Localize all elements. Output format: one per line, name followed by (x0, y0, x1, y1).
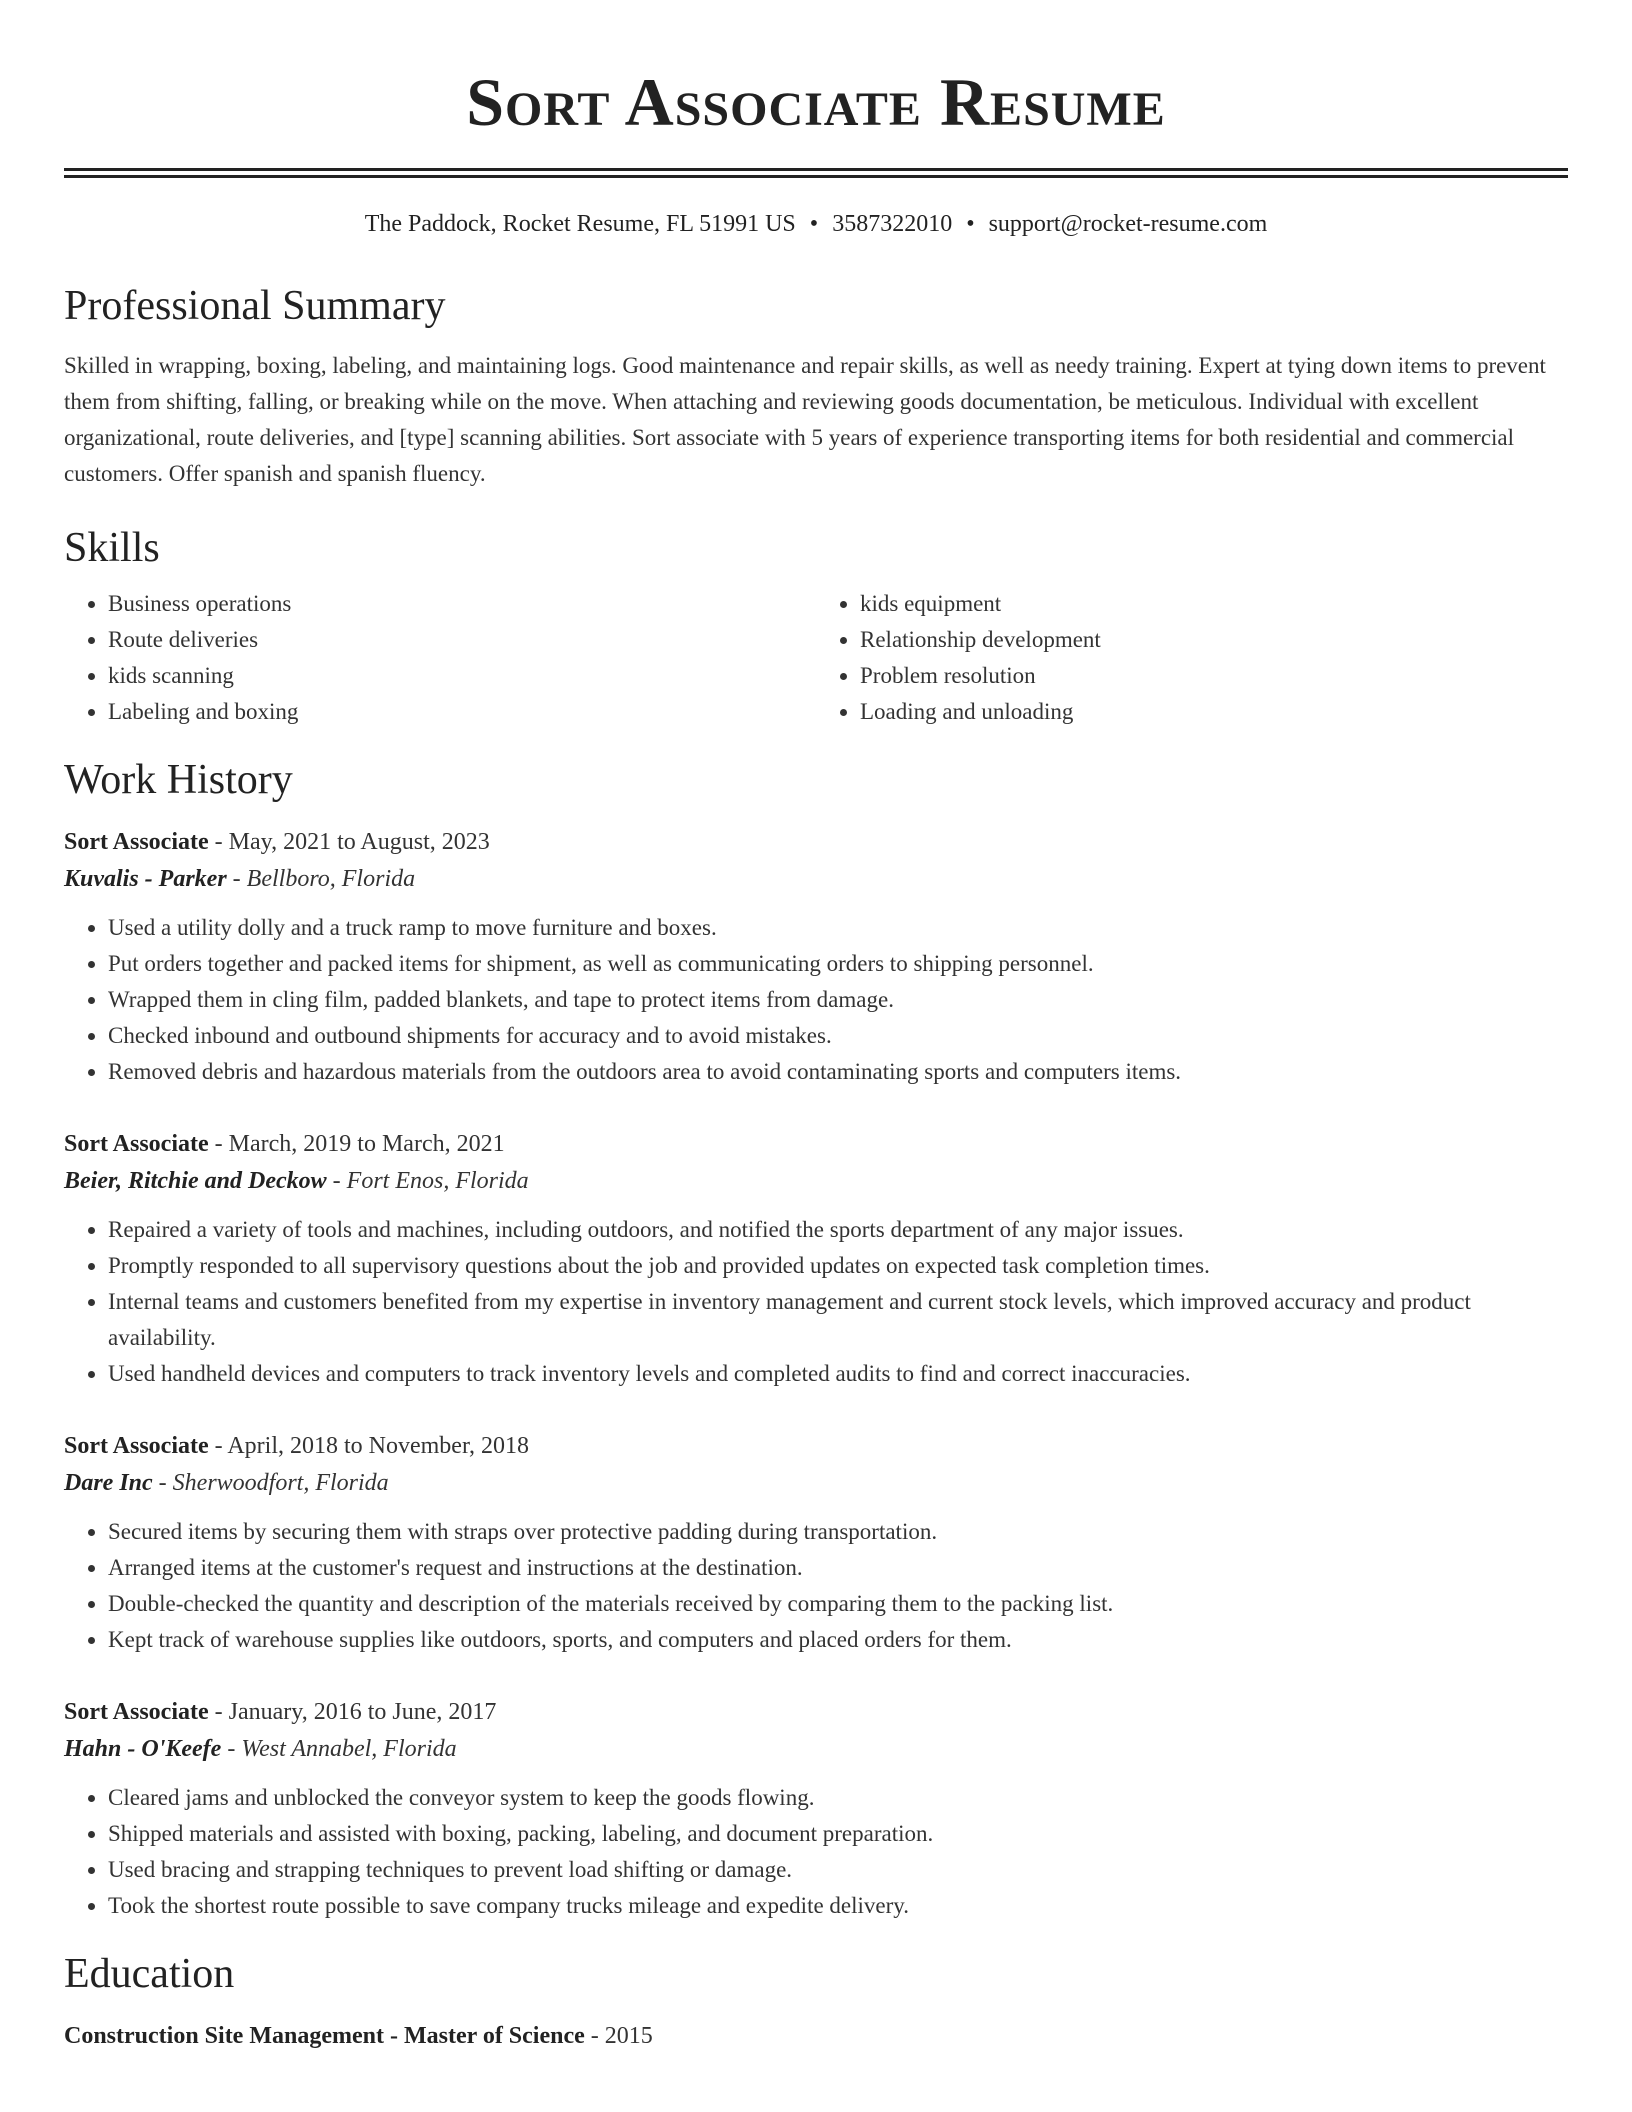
skill-item: • kids equipment (860, 586, 1568, 622)
dash: - (584, 2023, 605, 2049)
job-entry (64, 1126, 1568, 1392)
job-bullets (64, 1514, 1568, 1658)
skill-item: • Route deliveries (108, 622, 816, 658)
job-bullet: • Used handheld devices and computers to track inventory levels and completed audits to find and correct inaccuracies. (108, 1356, 1568, 1392)
job-entry (64, 824, 1568, 1090)
skill-item: • kids scanning (108, 658, 816, 694)
company-line (64, 860, 1568, 898)
job-role: Sort Associate (64, 1699, 209, 1725)
job-bullet: • Repaired a variety of tools and machines, including outdoors, and notified the sports department of any major issues. (108, 1212, 1568, 1248)
company-name: Kuvalis - Parker (64, 866, 227, 892)
education-degree: Construction Site Management - Master of Science (64, 2023, 585, 2049)
job-role: Sort Associate (64, 829, 209, 855)
job-role: Sort Associate (64, 1131, 209, 1157)
dash: - (208, 829, 229, 855)
job-dates: March, 2019 to March, 2021 (228, 1131, 505, 1157)
summary-heading: Professional Summary (64, 283, 446, 329)
company-name: Dare Inc (64, 1470, 153, 1496)
company-location: Bellboro, Florida (246, 866, 416, 892)
dash: - (208, 1433, 228, 1459)
job-bullet: • Took the shortest route possible to save company trucks mileage and expedite delivery. (108, 1888, 1568, 1924)
contact-phone: 3587322010 (832, 211, 953, 237)
job-bullet: • Cleared jams and unblocked the conveyor system to keep the goods flowing. (108, 1780, 1568, 1816)
company-line (64, 1464, 1568, 1502)
contact-line (64, 208, 1568, 240)
job-bullets (64, 910, 1568, 1090)
company-name: Beier, Ritchie and Deckow (64, 1168, 327, 1194)
education-entry (64, 2018, 1568, 2054)
company-location: Sherwoodfort, Florida (172, 1470, 389, 1496)
company-line (64, 1730, 1568, 1768)
dash: - (221, 1736, 242, 1762)
skills-column-right (816, 586, 1568, 730)
job-bullet: • Promptly responded to all supervisory questions about the job and provided updates on expected task completion times. (108, 1248, 1568, 1284)
dash: - (152, 1470, 173, 1496)
company-line (64, 1162, 1568, 1200)
skill-item: • Relationship development (860, 622, 1568, 658)
skills-column-left (64, 586, 816, 730)
job-title-line (64, 1126, 1568, 1162)
contact-address: The Paddock, Rocket Resume, FL 51991 US (364, 211, 796, 237)
skill-item: • Labeling and boxing (108, 694, 816, 730)
job-dates: January, 2016 to June, 2017 (228, 1699, 497, 1725)
education-year: 2015 (604, 2023, 653, 2049)
summary-text: Skilled in wrapping, boxing, labeling, and maintaining logs. Good maintenance and repair skills, as well as needy training. Expert at tying down items to prevent them from shifting, falling, or breaking while on the move. When attaching and reviewing goods documentation, be meticulous. Individual with excellent organizational, route deliveries, and [type] scanning abilities. Sort associate with 5 years of experience transporting items for both residential and commercial customers. Offer spanish and spanish fluency. (64, 353, 1546, 486)
job-bullet: • Removed debris and hazardous materials from the outdoors area to avoid contaminating sports and computers items. (108, 1054, 1568, 1090)
job-bullet: • Checked inbound and outbound shipments for accuracy and to avoid mistakes. (108, 1018, 1568, 1054)
skill-item: • Problem resolution (860, 658, 1568, 694)
skill-item: • Loading and unloading (860, 694, 1568, 730)
job-title-line (64, 1694, 1568, 1730)
job-role: Sort Associate (64, 1433, 209, 1459)
contact-email: support@rocket-resume.com (988, 211, 1268, 237)
dash: - (326, 1168, 347, 1194)
dash: - (208, 1131, 229, 1157)
work-history-heading: Work History (64, 757, 293, 803)
dash: - (208, 1699, 229, 1725)
company-name: Hahn - O'Keefe (64, 1736, 222, 1762)
dash: - (226, 866, 247, 892)
job-entry (64, 1694, 1568, 1924)
company-location: Fort Enos, Florida (346, 1168, 529, 1194)
education-heading: Education (64, 1951, 235, 1997)
skills-list (64, 586, 1568, 730)
job-bullet: • Put orders together and packed items for shipment, as well as communicating orders to shipping personnel. (108, 946, 1568, 982)
skills-heading: Skills (64, 525, 160, 571)
job-entry (64, 1428, 1568, 1658)
job-bullet: • Internal teams and customers benefited from my expertise in inventory management and current stock levels, which improved accuracy and product availability. (108, 1284, 1568, 1356)
job-title-line (64, 1428, 1568, 1464)
contact-separator: • (966, 211, 975, 237)
job-title-line (64, 824, 1568, 860)
job-dates: May, 2021 to August, 2023 (228, 829, 490, 855)
job-bullet: • Arranged items at the customer's request and instructions at the destination. (108, 1550, 1568, 1586)
job-bullet: • Kept track of warehouse supplies like outdoors, sports, and computers and placed orders for them. (108, 1622, 1568, 1658)
job-bullet: • Secured items by securing them with straps over protective padding during transportation. (108, 1514, 1568, 1550)
job-bullet: • Wrapped them in cling film, padded blankets, and tape to protect items from damage. (108, 982, 1568, 1018)
job-bullet: • Used bracing and strapping techniques to prevent load shifting or damage. (108, 1852, 1568, 1888)
skill-item: • Business operations (108, 586, 816, 622)
job-bullet: • Double-checked the quantity and description of the materials received by comparing them to the packing list. (108, 1586, 1568, 1622)
job-dates: April, 2018 to November, 2018 (227, 1433, 529, 1459)
job-bullets (64, 1212, 1568, 1392)
contact-separator: • (809, 211, 819, 237)
resume-title: Sort Associate Resume (466, 64, 1166, 140)
company-location: West Annabel, Florida (241, 1736, 457, 1762)
job-bullets (64, 1780, 1568, 1924)
title-divider (64, 168, 1568, 178)
job-bullet: • Shipped materials and assisted with boxing, packing, labeling, and document preparation. (108, 1816, 1568, 1852)
job-bullet: • Used a utility dolly and a truck ramp to move furniture and boxes. (108, 910, 1568, 946)
